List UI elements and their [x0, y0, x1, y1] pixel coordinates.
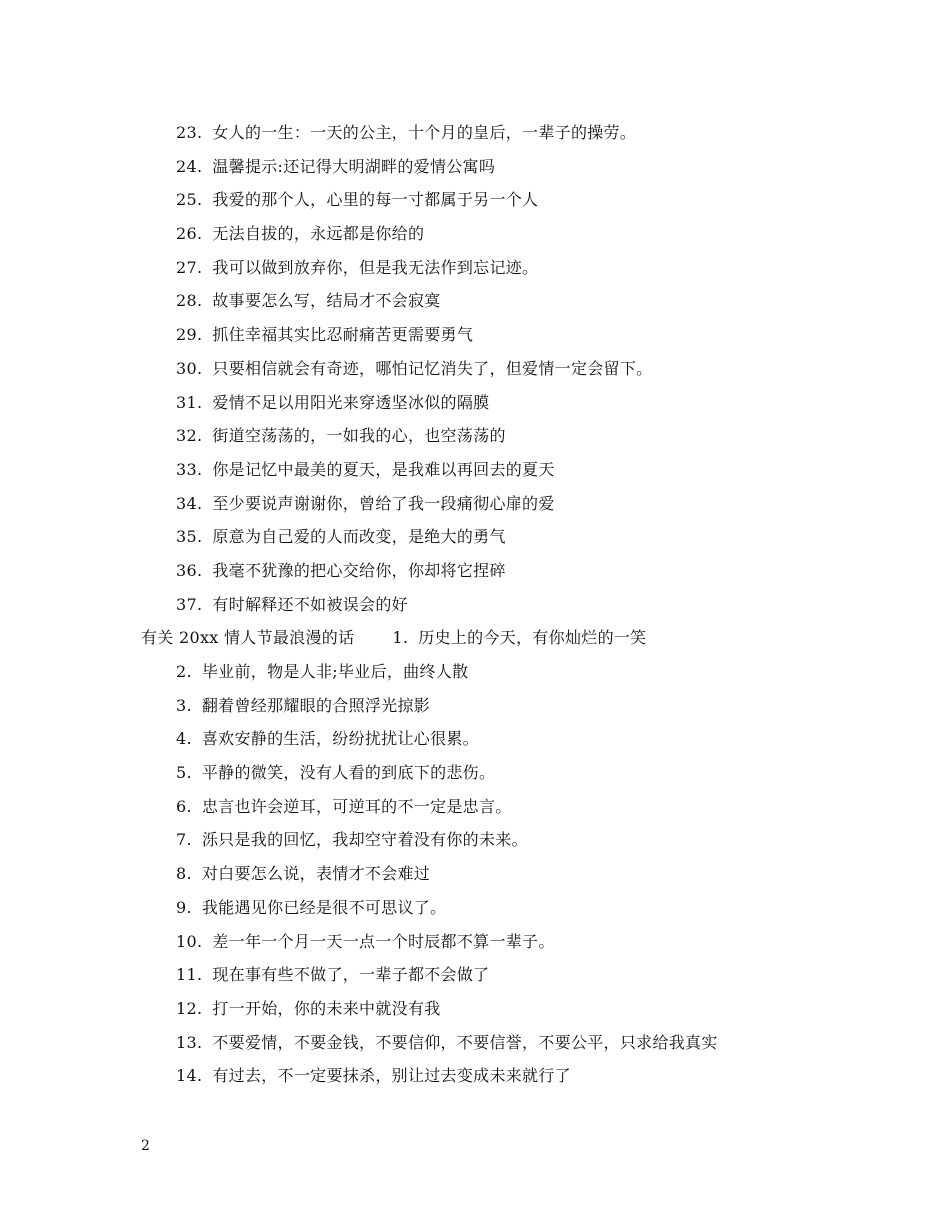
list-item: 32. 街道空荡荡的，一如我的心，也空荡荡的 — [176, 426, 506, 446]
list-item: 36. 我毫不犹豫的把心交给你，你却将它捏碎 — [176, 560, 506, 580]
section-heading-line: 有关 20xx 情人节最浪漫的话 1. 历史上的今天，有你灿烂的一笑 — [141, 628, 647, 648]
list-item: 29. 抓住幸福其实比忍耐痛苦更需要勇气 — [176, 325, 474, 345]
list-item: 25. 我爱的那个人，心里的每一寸都属于另一个人 — [176, 190, 539, 210]
list-item: 13. 不要爱情，不要金钱，不要信仰，不要信誉，不要公平，只求给我真实 — [176, 1032, 718, 1052]
list-item: 8. 对白要怎么说，表情才不会难过 — [176, 864, 431, 884]
list-item: 34. 至少要说声谢谢你，曾给了我一段痛彻心扉的爱 — [176, 493, 555, 513]
list-item: 23. 女人的一生：一天的公主，十个月的皇后，一辈子的操劳。 — [176, 123, 637, 142]
list-item: 31. 爱情不足以用阳光来穿透坚冰似的隔膜 — [176, 392, 490, 412]
list-item: 27. 我可以做到放弃你，但是我无法作到忘记迹。 — [176, 257, 539, 277]
list-item: 35. 原意为自己爱的人而改变，是绝大的勇气 — [176, 527, 506, 547]
list-item: 28. 故事要怎么写，结局才不会寂寞 — [176, 291, 441, 311]
list-item: 4. 喜欢安静的生活，纷纷扰扰让心很累。 — [176, 729, 479, 749]
page-number: 2 — [141, 1138, 150, 1154]
list-item: 30. 只要相信就会有奇迹，哪怕记忆消失了，但爱情一定会留下。 — [176, 358, 653, 378]
list-item: 5. 平静的微笑，没有人看的到底下的悲伤。 — [176, 763, 496, 783]
list-item: 11. 现在事有些不做了，一辈子都不会做了 — [176, 965, 490, 985]
text-body — [0, 116, 950, 1093]
list-item: 6. 忠言也许会逆耳，可逆耳的不一定是忠言。 — [176, 796, 512, 816]
list-item: 33. 你是记忆中最美的夏天，是我难以再回去的夏天 — [176, 459, 555, 479]
list-item: 3. 翻着曾经那耀眼的合照浮光掠影 — [176, 695, 431, 715]
list-item: 37. 有时解释还不如被误会的好 — [176, 594, 408, 614]
list-item: 24. 温馨提示:还记得大明湖畔的爱情公寓吗 — [176, 156, 496, 176]
list-item: 2. 毕业前，物是人非;毕业后，曲终人散 — [176, 662, 469, 681]
list-item: 10. 差一年一个月一天一点一个时辰都不算一辈子。 — [176, 931, 555, 951]
list-item: 7. 泺只是我的回忆，我却空守着没有你的未来。 — [176, 830, 528, 850]
list-item: 12. 打一开始，你的未来中就没有我 — [176, 998, 441, 1018]
section-title: 有关 20xx 情人节最浪漫的话 — [141, 628, 355, 648]
list-item: 14. 有过去，不一定要抹杀，别让过去变成未来就行了 — [176, 1066, 571, 1086]
list-item: 9. 我能遇见你已经是很不可思议了。 — [176, 897, 447, 917]
list-item: 26. 无法自拔的，永远都是你给的 — [176, 224, 425, 244]
